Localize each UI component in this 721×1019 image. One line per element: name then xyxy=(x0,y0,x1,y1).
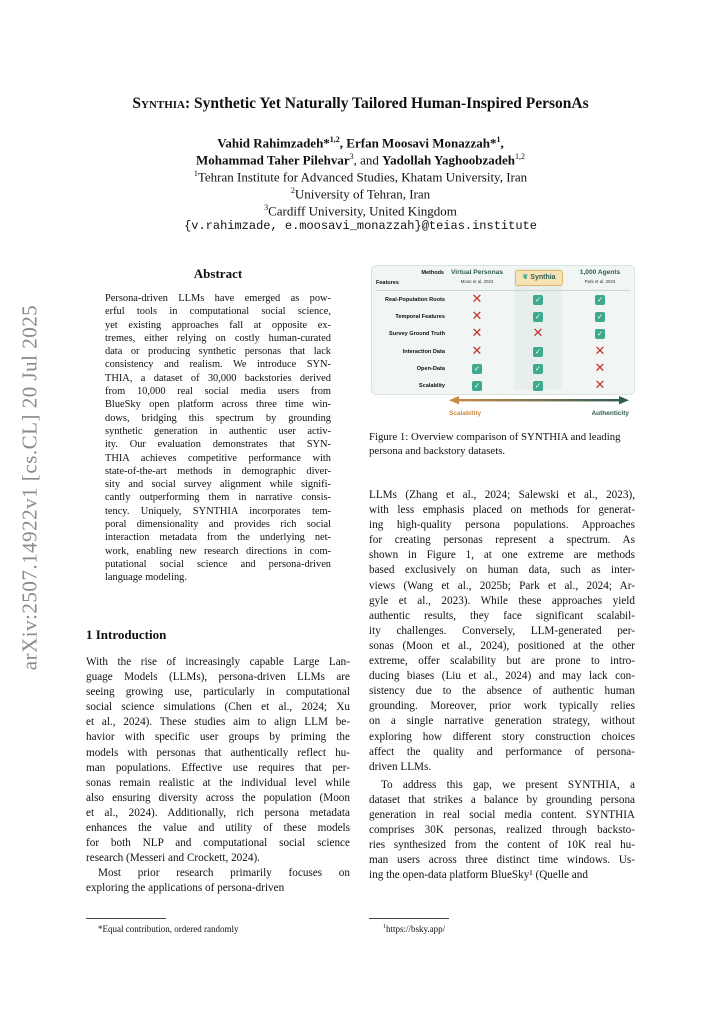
author-yaghoobzadeh: Yadollah Yaghoobzadeh xyxy=(382,152,515,168)
comparison-table-card xyxy=(371,265,635,395)
arxiv-stamp: arXiv:2507.14922v1 [cs.CL] 20 Jul 2025 xyxy=(17,304,42,671)
paragraph xyxy=(86,866,350,896)
text-line: grounding. Moreover, prior work typically relies xyxy=(369,700,635,713)
text-line: synthetic generation in authentic user activ- xyxy=(105,425,331,437)
column-subheader: Moon et al, 2024 xyxy=(460,279,494,284)
text-line: dows, bridging this spectrum by grounding xyxy=(105,412,331,424)
aff-sup: 3 xyxy=(264,203,269,212)
section-heading-introduction: 1 Introduction xyxy=(86,627,167,642)
text-line: for creating personas represent a spectrum. As xyxy=(369,534,635,547)
check-icon: ✓ xyxy=(534,295,542,304)
text-line: on a single narrative generation strategy, without xyxy=(369,715,635,728)
synthia-header-badge xyxy=(515,270,563,286)
arrow-shaft xyxy=(455,399,620,401)
text-line: shown in Figure 1, at one extreme are methods xyxy=(369,549,635,562)
aff-text: University of Tehran, Iran xyxy=(294,186,431,202)
text-line: driven LLMs. xyxy=(369,760,432,773)
author-sup: 1,2 xyxy=(329,135,340,144)
text-line: consistency and realism. We introduce SYN- xyxy=(105,359,331,371)
author-moosavi: , Erfan Moosavi Monazzah* xyxy=(339,135,497,151)
header-methods-label: Methods xyxy=(421,270,444,276)
check-icon: ✓ xyxy=(534,381,542,390)
cross-icon: ✕ xyxy=(594,343,606,359)
check-icon: ✓ xyxy=(534,312,542,322)
text-line: With the rise of increasingly capable Large Lan- xyxy=(86,656,350,668)
footnote-url-text: https://bsky.app/ xyxy=(386,924,446,934)
scalability-authenticity-arrow xyxy=(371,393,633,423)
text-line: affect the quality and performance of persona- xyxy=(369,745,635,758)
text-line: ing the open-data platform BlueSky¹ (Quelle and xyxy=(369,869,588,882)
column-header: Virtual Personas xyxy=(451,269,503,276)
text-line: interaction metadata from the underlying net- xyxy=(105,532,331,544)
author-comma: , xyxy=(500,135,504,151)
text-line: from 10,000 real social media users from xyxy=(105,386,331,398)
cross-icon: ✕ xyxy=(471,292,483,307)
text-line: sistency due to the absence of authentic human xyxy=(369,685,635,698)
text-line: ducing biases (Liu et al., 2024) and may lack con- xyxy=(369,670,635,683)
header-features-label: Features xyxy=(376,280,399,286)
text-line: ing high-quality persona populations. Approaches xyxy=(369,519,635,532)
text-line: putational social science and persona-driven xyxy=(105,558,331,570)
aff-sup: 2 xyxy=(290,186,295,195)
text-line: sonas remain realistic at the individual level while xyxy=(86,776,350,789)
check-icon: ✓ xyxy=(473,381,481,390)
text-line: language modeling. xyxy=(105,572,187,584)
arrow-head-right xyxy=(619,396,629,404)
author-pilehvar: Mohammad Taher Pilehvar xyxy=(196,152,350,168)
text-line: et al., 2024). Additionally, rich persona metadata xyxy=(86,806,350,819)
text-line: Most prior research primarily focuses on xyxy=(98,867,350,880)
text-line: ries synthesized from the content of 10K real hu- xyxy=(369,839,635,852)
text-line: sonas (Moon et al., 2024), positioned at the other xyxy=(369,639,635,652)
figure-1-caption: Figure 1: Overview comparison of SYNTHIA and leading persona and backstory datasets. xyxy=(369,431,621,457)
author-sup: 1 xyxy=(496,135,501,144)
check-icon: ✓ xyxy=(596,329,604,339)
text-line: poral dimensionality and provides rich social xyxy=(105,519,331,531)
text-line: generation in real social media content. SYNTHIA xyxy=(369,808,635,821)
column-header-synthia: Synthia xyxy=(530,274,556,281)
text-line: social science simulations (Chen et al., 2024; Xu xyxy=(86,701,350,714)
text-line: extreme, offer scalability but are prone to intro- xyxy=(369,655,635,668)
text-line: man users across three distinct time windows. Us- xyxy=(369,854,635,867)
text-line: Persona-driven LLMs have emerged as pow- xyxy=(105,293,331,304)
text-line: To address this gap, we present SYNTHIA, a xyxy=(381,778,635,791)
title-synthia: Synthia xyxy=(132,95,186,112)
feature-label: Scalablity xyxy=(418,383,445,389)
text-line: work, enabling new research directions in com- xyxy=(105,545,331,557)
text-line: authentic results, they face significant scalabil- xyxy=(369,609,635,622)
footnote-bsky-url xyxy=(383,924,445,934)
text-line: gyle et al., 2023). While these approaches yield xyxy=(369,594,635,607)
text-line: sity and social survey alignment while signifi- xyxy=(105,479,331,491)
aff-sup: 1 xyxy=(193,169,198,178)
check-icon: ✓ xyxy=(596,312,604,322)
text-line: seeing growing use, particularly in computational xyxy=(86,686,350,699)
introduction-left-column xyxy=(86,655,350,897)
text-line: BlueSky open platform across three time win- xyxy=(105,399,331,411)
butterfly-icon: ❦ xyxy=(522,274,529,281)
text-line: havior with specific user groups by priming the xyxy=(86,731,350,744)
author-sup: 1,2 xyxy=(514,152,525,161)
feature-label: Real-Population Roots xyxy=(385,297,445,303)
arrow-label-authenticity: Authenticity xyxy=(591,410,629,417)
author-rahimzadeh: Vahid Rahimzadeh* xyxy=(217,135,330,151)
feature-label: Interaction Data xyxy=(402,348,445,355)
text-line: yet existing approaches fall at opposite ex- xyxy=(105,319,331,331)
text-line: erful tools in computational social science, xyxy=(105,306,331,318)
text-line: THIA, a dataset of 30,000 backstories derived xyxy=(105,372,331,384)
introduction-right-column xyxy=(369,488,635,883)
cross-icon: ✕ xyxy=(532,326,544,342)
text-line: THIA achieves competitive performance with xyxy=(105,452,331,464)
check-icon: ✓ xyxy=(534,363,542,373)
text-line: ity challenges. Conversely, LLM-generated per- xyxy=(369,624,635,637)
abstract-body xyxy=(105,292,331,585)
figure-1 xyxy=(371,265,633,422)
feature-label: Open-Data xyxy=(416,365,445,372)
author-sup: 3 xyxy=(349,152,354,161)
text-line: with less emphasis placed on methods for generat- xyxy=(369,504,635,517)
author-emails: {v.rahimzade, e.moosavi_monazzah}@teias.institute xyxy=(184,219,537,233)
aff-text: Tehran Institute for Advanced Studies, Khatam University, Iran xyxy=(197,169,528,185)
text-line: LLMs (Zhang et al., 2024; Salewski et al., 2023), xyxy=(369,489,635,501)
cross-icon: ✕ xyxy=(471,343,483,359)
arrow-label-scalability: Scalability xyxy=(449,410,482,417)
check-icon: ✓ xyxy=(534,346,542,356)
feature-label: Temporal Features xyxy=(395,314,445,321)
column-subheader: Park et al, 2024 xyxy=(584,279,616,284)
aff-text: Cardiff University, United Kingdom xyxy=(268,203,457,219)
text-line: cantly outperforming them in narrative consis- xyxy=(105,492,331,504)
cross-icon: ✕ xyxy=(594,378,606,393)
feature-label: Survey Ground Truth xyxy=(389,331,445,338)
author-and: , and xyxy=(353,152,383,168)
paragraph xyxy=(369,778,635,884)
cross-icon: ✕ xyxy=(594,360,606,376)
cross-icon: ✕ xyxy=(471,309,483,325)
column-header: 1,000 Agents xyxy=(579,269,621,276)
text-line: based exclusively on human data, such as inter- xyxy=(369,564,635,577)
footnote-equal-contribution: *Equal contribution, ordered randomly xyxy=(98,924,239,934)
cross-icon: ✕ xyxy=(471,326,483,342)
text-line: comprises 30K personas, realized through backsto- xyxy=(369,824,635,837)
paper-title xyxy=(0,95,721,113)
text-line: for both NLP and computational social science xyxy=(86,837,350,850)
text-line: state-of-the-art methods in demographic diver- xyxy=(105,465,331,477)
text-line: research (Messeri and Crockett, 2024). xyxy=(86,852,260,865)
text-line: views (Wang et al., 2025b; Park et al., 2024; Ar- xyxy=(369,579,635,592)
check-icon: ✓ xyxy=(596,295,604,304)
footnote-sup: 1 xyxy=(383,924,386,930)
text-line: models with personas that authentically reflect hu- xyxy=(86,746,350,759)
text-line: tremes, either relying on costly human-curated xyxy=(105,332,331,344)
text-line: also ensuring diversity across the population (Moon xyxy=(86,791,350,804)
footnote-rule-left xyxy=(86,918,166,919)
affiliation-3 xyxy=(0,200,721,219)
header-divider xyxy=(376,290,630,291)
text-line: enhances the value and utility of these models xyxy=(86,822,350,835)
text-line: man populations. Effective use requires that per- xyxy=(86,761,350,774)
text-line: dataset that strikes a balance by grounding persona xyxy=(369,793,635,806)
check-icon: ✓ xyxy=(473,363,481,373)
title-rest: : Synthetic Yet Naturally Tailored Human-Inspired PersonAs xyxy=(185,95,589,112)
text-line: tency. Uniquely, SYNTHIA incorporates tem- xyxy=(105,505,331,517)
abstract-heading: Abstract xyxy=(193,266,243,281)
footnote-rule-right xyxy=(369,918,449,919)
arrow-head-left xyxy=(449,396,459,404)
text-line: guage Models (LLMs), persona-driven LLMs are xyxy=(86,671,350,684)
text-line: ity. Our evaluation demonstrates that SYN- xyxy=(105,439,331,451)
text-line: et al., 2024). These studies aim to align LLM be- xyxy=(86,716,350,729)
text-line: data or producing synthetic personas that lack xyxy=(105,346,331,358)
text-line: exploring how different story construction choices xyxy=(369,730,635,743)
text-line: exploring the applications of persona-driven xyxy=(86,882,285,895)
